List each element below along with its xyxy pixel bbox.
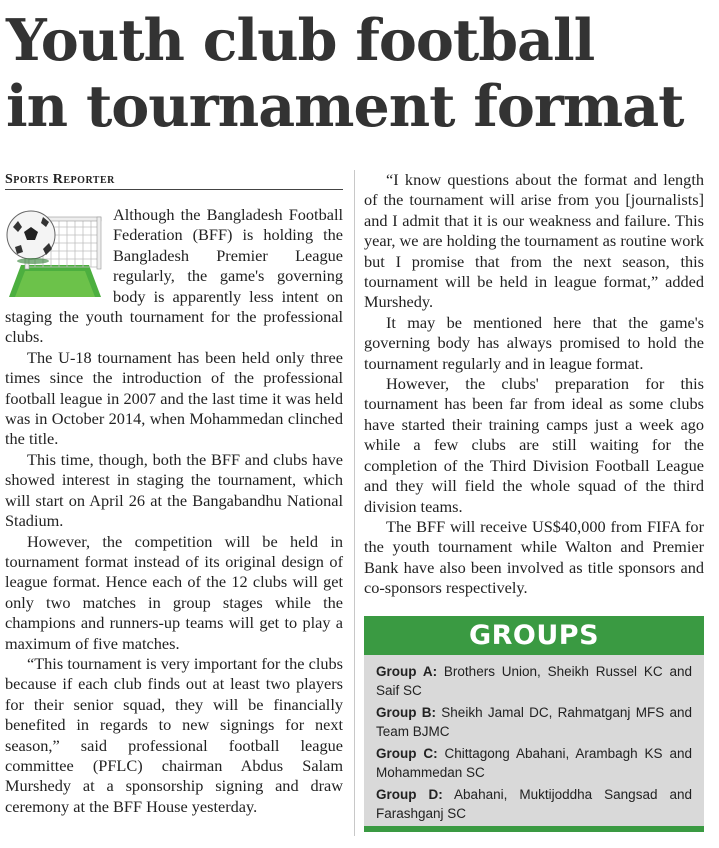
headline-line-1: Youth club football <box>6 7 595 74</box>
article-column-1 <box>5 205 343 817</box>
group-item <box>376 745 692 782</box>
football-goal-icon <box>5 205 105 301</box>
group-label: Group A: <box>376 664 438 679</box>
groups-box <box>364 616 704 832</box>
article-column-2 <box>364 170 704 599</box>
paragraph: Although the Bangladesh Football Federation (BFF) is holding the Bangladesh Premier League regularly, the game's governing body is apparently less intent on staging the youth tournament for the professional clubs. <box>5 205 343 347</box>
group-item <box>376 704 692 741</box>
group-teams: Chittagong Abahani, Arambagh KS and Mohammedan SC <box>376 746 692 780</box>
group-label: Group D: <box>376 787 443 802</box>
groups-list <box>364 655 704 823</box>
group-label: Group C: <box>376 746 438 761</box>
paragraph: The U-18 tournament has been held only three times since the introduction of the professional football league in 2007 and the last time it was held was in October 2014, when Mohammedan clinched the title. <box>5 347 343 449</box>
column-divider <box>354 170 355 836</box>
paragraph: The BFF will receive US$40,000 from FIFA for the youth tournament while Walton and Premier Bank have also been involved as title sponsors and co-sponsors respectively. <box>364 516 704 598</box>
paragraph: However, the competition will be held in tournament format instead of its original design of league format. Hence each of the 12 clubs will get only two matches in group stages while the champions and runners-up teams will get to play a maximum of five matches. <box>5 531 343 653</box>
byline: Sports Reporter <box>5 172 343 190</box>
group-teams: Abahani, Muktijoddha Sangsad and Farashganj SC <box>376 787 692 821</box>
group-label: Group B: <box>376 705 437 720</box>
group-item <box>376 786 692 823</box>
headline-line-2: in tournament format <box>6 73 684 140</box>
paragraph: It may be mentioned here that the game's governing body has always promised to hold the tournament regularly and in league format. <box>364 312 704 373</box>
paragraph: This time, though, both the BFF and clubs have showed interest in staging the tournament, which will start on April 26 at the Bangabandhu National Stadium. <box>5 449 343 531</box>
group-item <box>376 663 692 700</box>
group-teams: Brothers Union, Sheikh Russel KC and Saif SC <box>376 664 692 698</box>
paragraph: “I know questions about the format and length of the tournament will arise from you [journalists] and I admit that it is our weakness and failure. This year, we are holding the tournament as routine work but I promise that from the next season, this tournament will be held in league format,” added Murshedy. <box>364 170 704 312</box>
headline <box>6 8 711 140</box>
paragraph: “This tournament is very important for the clubs because if each club finds out at least two players for their senior squad, they will be financially benefited in regards to new signings for next season,” said professional football league committee (PFLC) chairman Abdus Salam Murshedy at a sponsorship signing and draw ceremony at the BFF House yesterday. <box>5 653 343 816</box>
paragraph: However, the clubs' preparation for this tournament has been far from ideal as some clubs have started their training camps just a week ago while a few clubs are still waiting for the completion of the Third Division Football League and they will field the whole squad of the third division teams. <box>364 374 704 516</box>
groups-title: GROUPS <box>364 619 704 655</box>
group-teams: Sheikh Jamal DC, Rahmatganj MFS and Team BJMC <box>376 705 692 739</box>
